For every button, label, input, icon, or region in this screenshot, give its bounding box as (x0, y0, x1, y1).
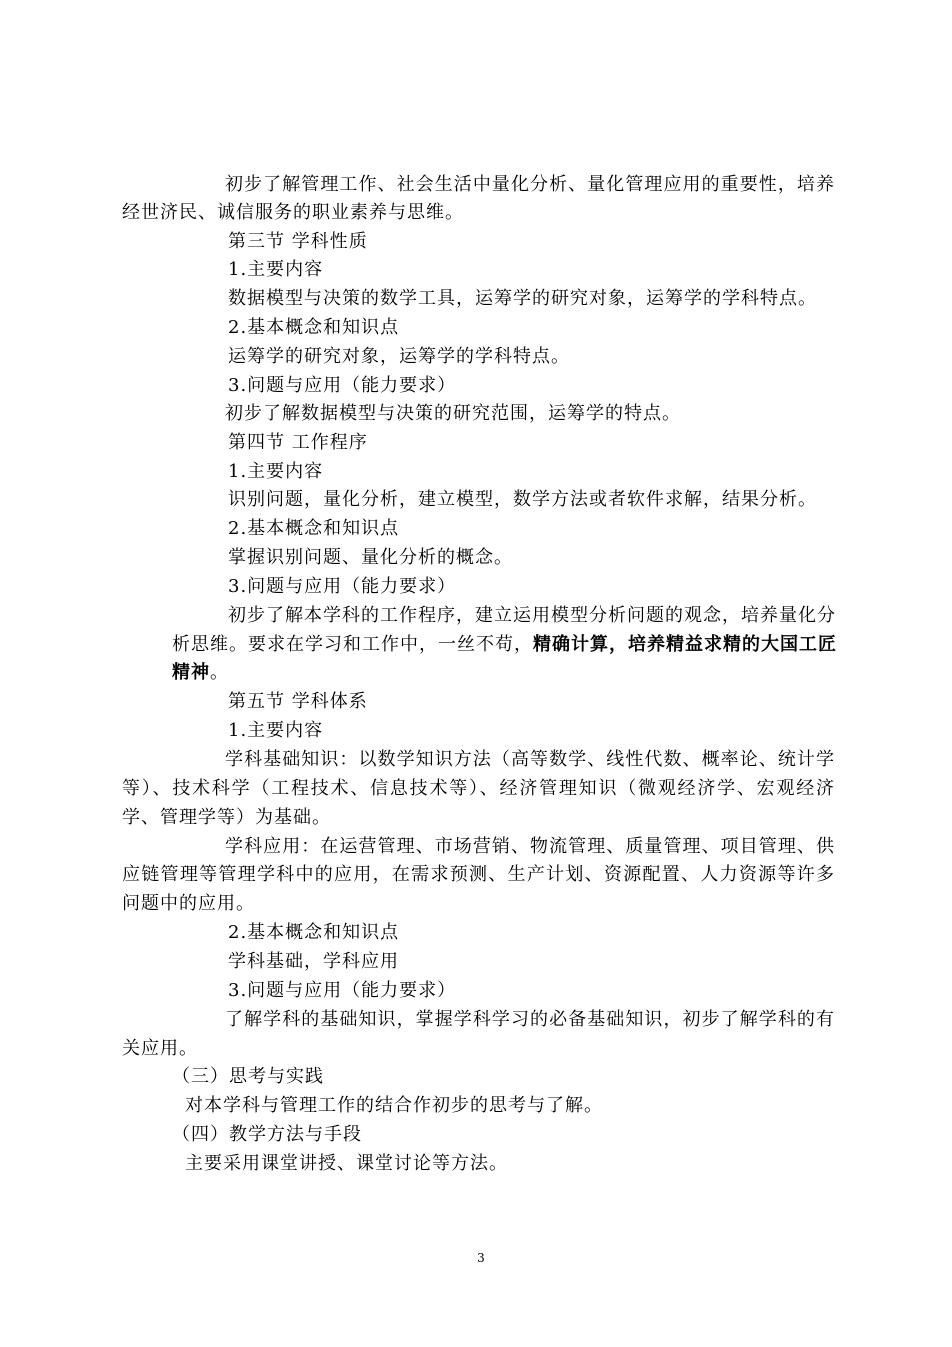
thinking-practice-heading: （三）思考与实践 (172, 1066, 324, 1087)
section-5-heading: 第五节 学科体系 (228, 691, 368, 712)
section-3-application-text: 初步了解数据模型与决策的研究范围，运筹学的特点。 (225, 403, 681, 424)
section-4-application-line-2 (172, 631, 835, 659)
intro-line-1: 初步了解管理工作、社会生活中量化分析、量化管理应用的重要性，培养 (225, 174, 835, 195)
section-3-main-content-text: 数据模型与决策的数学工具，运筹学的研究对象，运筹学的学科特点。 (228, 288, 817, 309)
section-3-concepts-text: 运筹学的研究对象，运筹学的学科特点。 (228, 346, 570, 367)
section-5-application-line-1: 学科应用：在运营管理、市场营销、物流管理、质量管理、项目管理、供 (225, 836, 835, 857)
teaching-methods-heading: （四）教学方法与手段 (172, 1124, 362, 1145)
intro-line-2: 经世济民、诚信服务的职业素养与思维。 (122, 202, 464, 223)
section-5-main-content-label: 1.主要内容 (228, 720, 324, 741)
section-3-concepts-label: 2.基本概念和知识点 (228, 317, 400, 338)
section-4-application-line-2-bold: 精确计算，培养精益求精的大国工匠 (533, 634, 837, 655)
section-4-main-content-text: 识别问题，量化分析，建立模型，数学方法或者软件求解，结果分析。 (228, 489, 817, 510)
section-5-foundation-line-3: 学、管理学等）为基础。 (122, 807, 331, 828)
section-4-application-line-1: 初步了解本学科的工作程序，建立运用模型分析问题的观念，培养量化分 (228, 605, 836, 626)
section-5-application-line-2: 应链管理等管理学科中的应用，在需求预测、生产计划、资源配置、人力资源等许多 (122, 864, 835, 885)
teaching-methods-text: 主要采用课堂讲授、课堂讨论等方法。 (185, 1153, 508, 1174)
section-3-main-content-label: 1.主要内容 (228, 259, 324, 280)
section-5-ability-line-2: 关应用。 (122, 1038, 198, 1059)
section-3-application-label: 3.问题与应用（能力要求） (228, 375, 457, 396)
section-4-application-line-3 (172, 659, 229, 687)
section-5-concepts-label: 2.基本概念和知识点 (228, 922, 400, 943)
section-4-concepts-text: 掌握识别问题、量化分析的概念。 (228, 547, 513, 568)
section-5-application-line-3: 问题中的应用。 (122, 893, 255, 914)
section-3-heading: 第三节 学科性质 (228, 231, 368, 252)
section-5-concepts-text: 学科基础，学科应用 (228, 951, 399, 972)
section-5-ability-label: 3.问题与应用（能力要求） (228, 980, 457, 1001)
section-4-application-line-3-text: 。 (210, 662, 229, 683)
section-4-application-line-2-text: 析思维。要求在学习和工作中，一丝不苟， (172, 634, 533, 655)
section-5-foundation-line-2: 等）、技术科学（工程技术、信息技术等）、经济管理知识（微观经济学、宏观经济 (122, 778, 835, 799)
section-5-foundation-line-1: 学科基础知识：以数学知识方法（高等数学、线性代数、概率论、统计学 (225, 749, 835, 770)
thinking-practice-text: 对本学科与管理工作的结合作初步的思考与了解。 (185, 1095, 603, 1116)
section-4-application-label: 3.问题与应用（能力要求） (228, 576, 457, 597)
section-4-heading: 第四节 工作程序 (228, 432, 368, 453)
section-4-main-content-label: 1.主要内容 (228, 461, 324, 482)
section-4-application-line-3-bold: 精神 (172, 662, 210, 683)
page-number: 3 (477, 1251, 485, 1265)
section-5-ability-line-1: 了解学科的基础知识，掌握学科学习的必备基础知识，初步了解学科的有 (225, 1009, 835, 1030)
section-4-concepts-label: 2.基本概念和知识点 (228, 518, 400, 539)
